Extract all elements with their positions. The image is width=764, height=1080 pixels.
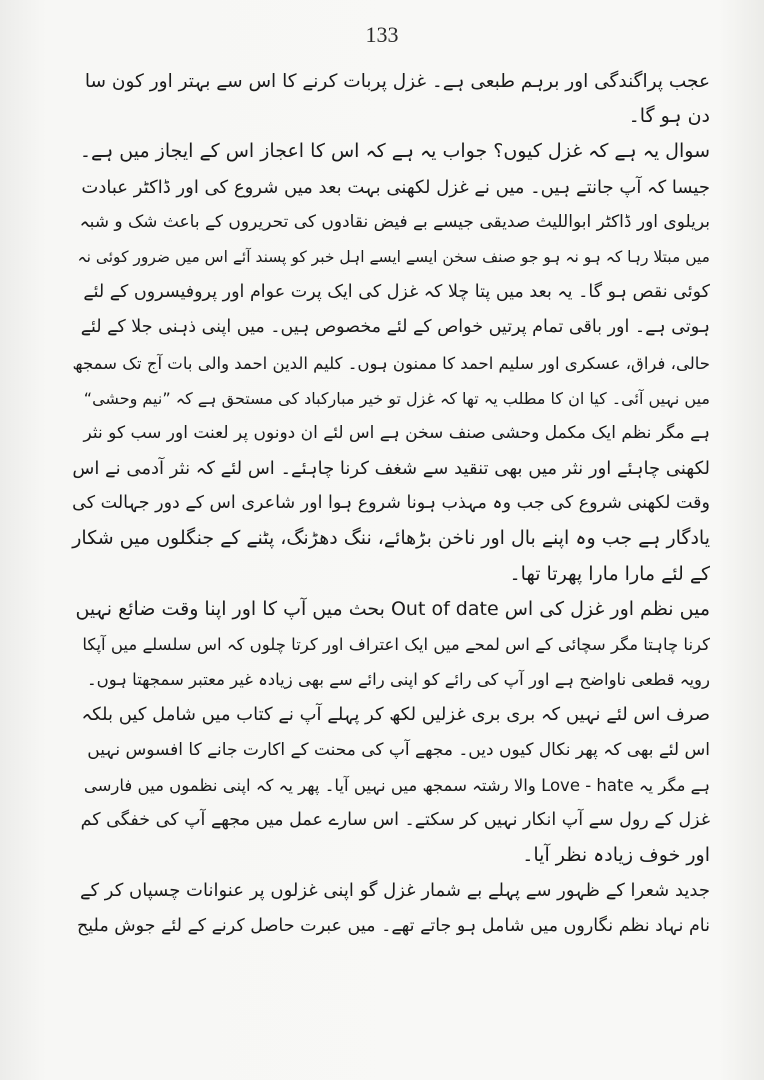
- text-line: ہے مگر یہ Love - hate والا رشتہ سمجھ میں نہیں آیا۔ پھر یہ کہ اپنی نظموں میں فارسی: [83, 775, 710, 795]
- text-line: کوئی نقص ہو گا۔ یہ بعد میں پتا چلا کہ غزل کی ایک پرت عوام اور پروفیسروں کے لئے: [83, 282, 710, 303]
- text-line: کرنا چاہتا مگر سچائی کے اس لمحے میں ایک اعتراف اور کرتا چلوں کہ اس سلسلے میں آپکا: [82, 635, 710, 654]
- text-line: رویہ قطعی ناواضح ہے اور آپ کی رائے کو اپنی رائے سے بھی زیادہ غیر معتبر سمجھتا ہوں۔: [86, 670, 710, 690]
- text-line: ہوتی ہے۔ اور باقی تمام پرتیں خواص کے لئے مخصوص ہیں۔ میں اپنی ذہنی جلا کے لئے: [80, 317, 710, 338]
- text-line: میں نہیں آئی۔ کیا ان کا مطلب یہ تھا کہ غزل تو خیر مبارکباد کی مستحق ہے کہ ”نیم وحشی“: [83, 388, 710, 408]
- text-line: حالی، فراق، عسکری اور سلیم احمد کا ممنون ہوں۔ کلیم الدین احمد والی بات آج تک سمجھ: [72, 353, 710, 373]
- text-line: میں مبتلا رہا کہ ہو نہ ہو جو صنف سخن ایسے ایسے اہل خبر کو پسند آئے اس میں ضرور کوئی نہ: [77, 247, 710, 266]
- body-text: [70, 64, 710, 944]
- text-line: جیسا کہ آپ جانتے ہیں۔ میں نے غزل لکھنی بہت بعد میں شروع کی اور ڈاکٹر عبادت: [81, 176, 710, 198]
- text-line: عجب پراگندگی اور برہم طبعی ہے۔ غزل پربات کرنے کا اس سے بہتر اور کون سا: [84, 71, 710, 92]
- text-line: اس لئے بھی کہ پھر نکال کیوں دیں۔ مجھے آپ کی محنت کے اکارت جانے کا افسوس نہیں: [87, 739, 710, 760]
- text-line: لکھنی چاہئے اور نثر میں بھی تنقید سے شغف کرنا چاہئے۔ اس لئے کہ نثر آدمی نے اس: [72, 458, 710, 480]
- text-line: کے لئے مارا مارا پھرتا تھا۔: [509, 562, 710, 585]
- text-line: اور خوف زیادہ نظر آیا۔: [522, 844, 710, 867]
- text-line: دن ہو گا۔: [628, 105, 710, 128]
- text-line: سوال یہ ہے کہ غزل کیوں؟ جواب یہ ہے کہ اس کا اعجاز اس کے ایجاز میں ہے۔: [79, 140, 710, 163]
- text-line: یادگار ہے جب وہ اپنے بال اور ناخن بڑھائے، ننگ دھڑنگ، پٹنے کے جنگلوں میں شکار: [72, 527, 710, 550]
- text-line: غزل کے رول سے آپ انکار نہیں کر سکتے۔ اس سارے عمل میں مجھے آپ کی خفگی کم: [80, 809, 710, 830]
- text-line: میں نظم اور غزل کی اس Out of date بحث میں آپ کا اور اپنا وقت ضائع نہیں: [75, 597, 710, 620]
- text-line: ہے مگر نظم ایک مکمل وحشی صنف سخن ہے اس لئے ان دونوں پر لعنت اور سب کو نثر: [83, 422, 710, 443]
- text-line: بریلوی اور ڈاکٹر ابواللیث صدیقی جیسے بے فیض نقادوں کی تحریروں کے باعث شک و شبہ: [79, 211, 710, 232]
- text-line: صرف اس لئے نہیں کہ بری بری غزلیں لکھ کر پہلے آپ نے کتاب میں شامل کیں بلکہ: [81, 704, 710, 726]
- text-line: وقت لکھنی شروع کی جب وہ مہذب ہونا شروع ہوا اور شاعری اس کے دور جہالت کی: [72, 493, 710, 514]
- page-number: 133: [365, 22, 399, 47]
- text-line: جدید شعرا کے ظہور سے پہلے بے شمار غزل گو اپنی غزلوں پر عنوانات چسپاں کر کے: [79, 880, 710, 902]
- text-line: نام نہاد نظم نگاروں میں شامل ہو جاتے تھے۔ میں عبرت حاصل کرنے کے لئے جوش ملیح: [76, 915, 710, 936]
